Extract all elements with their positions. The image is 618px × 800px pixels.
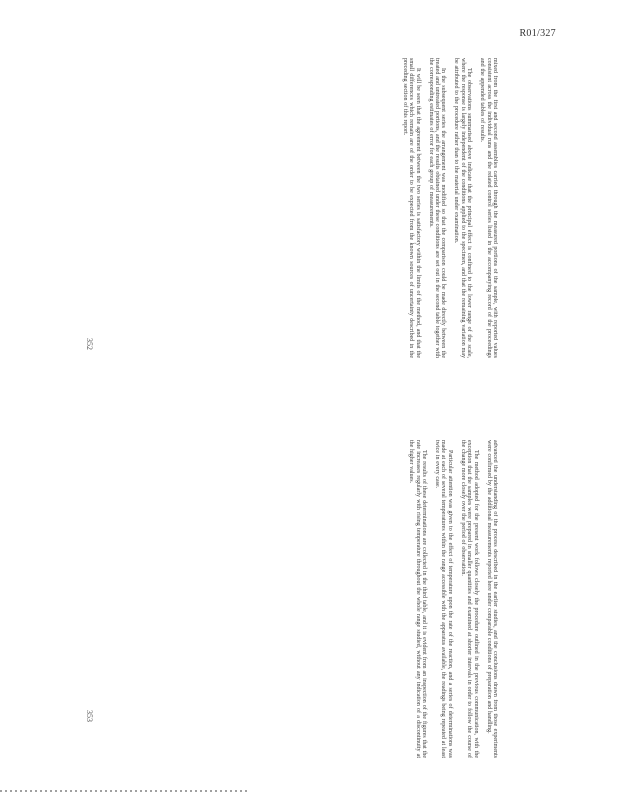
scan-artifact-dotted-line [0,790,250,792]
page-number-lower: 353 [85,710,94,722]
paragraph: The observations summarised above indicate that the principal effect is confined to the lower range of the scale, where the response is largely independent of the conditions applied to the specimen, and that the remaining variation may be attributed to the procedure rather than to the material under examination. [453,58,473,358]
paragraph: Particular attention was given to the effect of temperature upon the rate of the reaction, and a series of determinations was made at each of several temperatures within the range accessible with the apparatus available, the readings being repeated at least twice in every case. [434,440,453,758]
paragraph: It will be seen that the agreement between the two series is satisfactory within the limits of the method, and that the small differences which remain are of the order to be expected from the known sources of uncertainty described in the preceding section of this report. [401,58,421,358]
upper-text-block [108,58,498,358]
page-number-upper: 352 [85,338,94,350]
paragraph: The results of these determinations are collected in the third table, and it is evident from an inspection of the figures that the rate increases regularly with rising temperature throughout the whole range studied, without any indication of a discontinuity at the higher values. [408,440,428,758]
paragraph: In the subsequent series the arrangement was modified so that the comparison could be made directly between the treated and untreated portions, and the results obtained under these conditions are set out in the second table together with the corresponding estimates of error for each group of measurements. [427,58,447,358]
paragraph: mixed from the first and second assemblies carried through the measured portions of the sample, with reported values consistent across the individual runs and the related control series listed in the accompanying record of the proceedings and the appended tables of results. [479,58,498,358]
paragraph: advanced the understanding of the process described in the earlier studies, and the conclusions drawn from those experiments were confirmed by the additional measurements reported here under comparable conditions of preparation and handling. [485,440,498,758]
upper-text-rotated [108,58,498,358]
lower-text-rotated [108,440,498,758]
paragraph: The method adopted for the present work follows closely the procedure outlined in the previous communication, with the exception that the samples were prepared in smaller quantities and examined at shorter intervals in order to follow the course of the change more closely over the period of observation. [459,440,479,758]
document-code: R01/327 [519,28,556,39]
lower-text-block [108,440,498,758]
